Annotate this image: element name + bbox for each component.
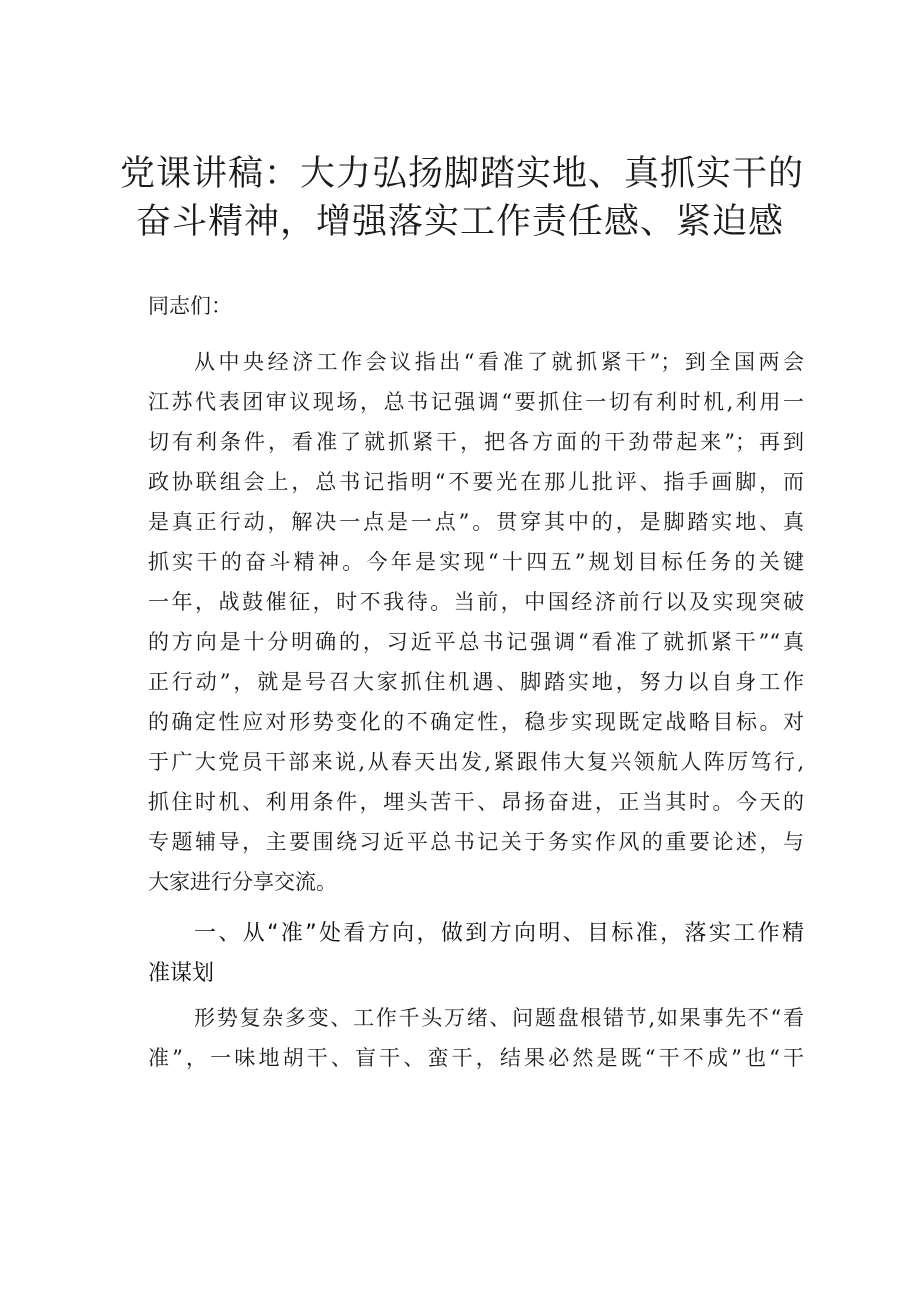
text-line: 准”，一味地胡干、盲干、蛮干，结果必然是既“干不成”也“干 xyxy=(148,1046,804,1070)
document-body xyxy=(148,282,804,1078)
text-line: 政协联组会上，总书记指明“不要光在那儿批评、指手画脚，而 xyxy=(148,470,804,494)
text-line: 江苏代表团审议现场，总书记强调“要抓住一切有利时机,利用一 xyxy=(148,390,804,414)
paragraph-intro xyxy=(148,342,804,902)
title-line: 党课讲稿：大力弘扬脚踏实地、真抓实干的 xyxy=(120,154,805,194)
text-line: 一年，战鼓催征，时不我待。当前，中国经济前行以及实现突破 xyxy=(148,590,804,614)
heading-line: 一、从“准”处看方向，做到方向明、目标准，落实工作精 xyxy=(194,921,804,946)
section-heading-1 xyxy=(148,914,804,994)
text-line: 大家进行分享交流。 xyxy=(148,870,337,894)
text-line: 切有利条件，看准了就抓紧干，把各方面的干劲带起来”；再到 xyxy=(148,430,804,454)
text-line: 的确定性应对形势变化的不确定性，稳步实现既定战略目标。对 xyxy=(148,710,804,734)
text-line: 是真正行动，解决一点是一点”。贯穿其中的，是脚踏实地、真 xyxy=(148,510,804,534)
document-title xyxy=(120,150,805,246)
text-line: 正行动”，就是号召大家抓住机遇、脚踏实地，努力以自身工作 xyxy=(148,670,804,694)
text-line: 形势复杂多变、工作千头万绪、问题盘根错节,如果事先不“看 xyxy=(194,1006,804,1030)
salutation: 同志们： xyxy=(148,294,232,318)
title-line: 奋斗精神，增强落实工作责任感、紧迫感 xyxy=(135,202,784,242)
paragraph-section-1 xyxy=(148,998,804,1078)
text-line: 于广大党员干部来说,从春天出发,紧跟伟大复兴领航人阵厉笃行, xyxy=(148,750,804,774)
text-line: 从中央经济工作会议指出“看准了就抓紧干”；到全国两会 xyxy=(194,350,804,374)
text-line: 抓住时机、利用条件，埋头苦干、昂扬奋进，正当其时。今天的 xyxy=(148,790,804,814)
text-line: 专题辅导，主要围绕习近平总书记关于务实作风的重要论述，与 xyxy=(148,830,804,854)
text-line: 抓实干的奋斗精神。今年是实现“十四五”规划目标任务的关键 xyxy=(148,550,804,574)
heading-line: 准谋划 xyxy=(148,961,215,986)
text-line: 的方向是十分明确的，习近平总书记强调“看准了就抓紧干”“真 xyxy=(148,630,804,654)
